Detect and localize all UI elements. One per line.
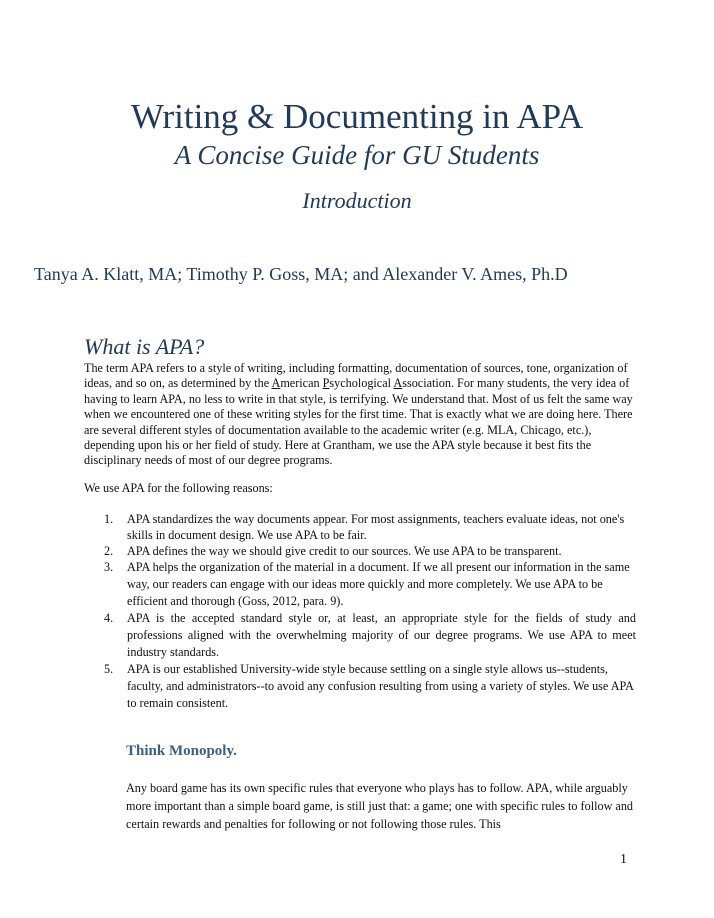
- list-item: 2. APA defines the way we should give credit to our sources. We use APA to be transparent.: [104, 544, 562, 558]
- list-item: 3. APA helps the organization of the material in a document. If we all present our information in the same way, our readers can engage with our ideas more quickly and more completely. We use APA to be efficient and thorough (Goss, 2012, para. 9).: [104, 560, 630, 608]
- paragraph-reasons-intro: We use APA for the following reasons:: [84, 481, 273, 495]
- document-subtitle: A Concise Guide for GU Students: [174, 140, 540, 170]
- reasons-list: [84, 511, 636, 712]
- page-number: 1: [620, 852, 627, 867]
- section-label: Introduction: [302, 188, 412, 213]
- paragraph-apa-definition: The term APA refers to a style of writing, including formatting, documentation of sources, tone, organization of ideas, and so on, as determined by the American Psychological Association. For many students, the very idea of having to learn APA, no less to write in that style, is terrifying. We understand that. Most of us felt the same way when we encountered one of these writing styles for the first time. That is exactly what we are doing here. There are several different styles of documentation available to the academic writer (e.g. MLA, Chicago, etc.), depending upon his or her field of study. Here at Grantham, we use the APA style because it best fits the disciplinary needs of most of our degree programs.: [84, 361, 633, 468]
- heading-think-monopoly: Think Monopoly.: [126, 743, 237, 759]
- list-item: 5. APA is our established University-wide style because settling on a single style allows us--students, faculty, and administrators--to avoid any confusion resulting from using a variety of styles. We use APA to remain consistent.: [104, 662, 634, 710]
- document-title: Writing & Documenting in APA: [130, 97, 584, 136]
- authors-line: Tanya A. Klatt, MA; Timothy P. Goss, MA; and Alexander V. Ames, Ph.D: [34, 264, 568, 284]
- paragraph-think-monopoly: Any board game has its own specific rules that everyone who plays has to follow. APA, while arguably more important than a simple board game, is still just that: a game; one with specific rules to follow and certain rewards and penalties for following or not following those rules. This: [126, 781, 634, 831]
- list-item: 1. APA standardizes the way documents appear. For most assignments, teachers evaluate ideas, not one's skills in document design. We use APA to be fair.: [104, 512, 625, 542]
- list-item: 4. APA is the accepted standard style or, at least, an appropriate style for the fields of study and professions aligned with the overwhelming majority of our degree programs. We use APA to meet industry standards.: [104, 611, 636, 659]
- heading-what-is-apa: What is APA?: [84, 334, 205, 359]
